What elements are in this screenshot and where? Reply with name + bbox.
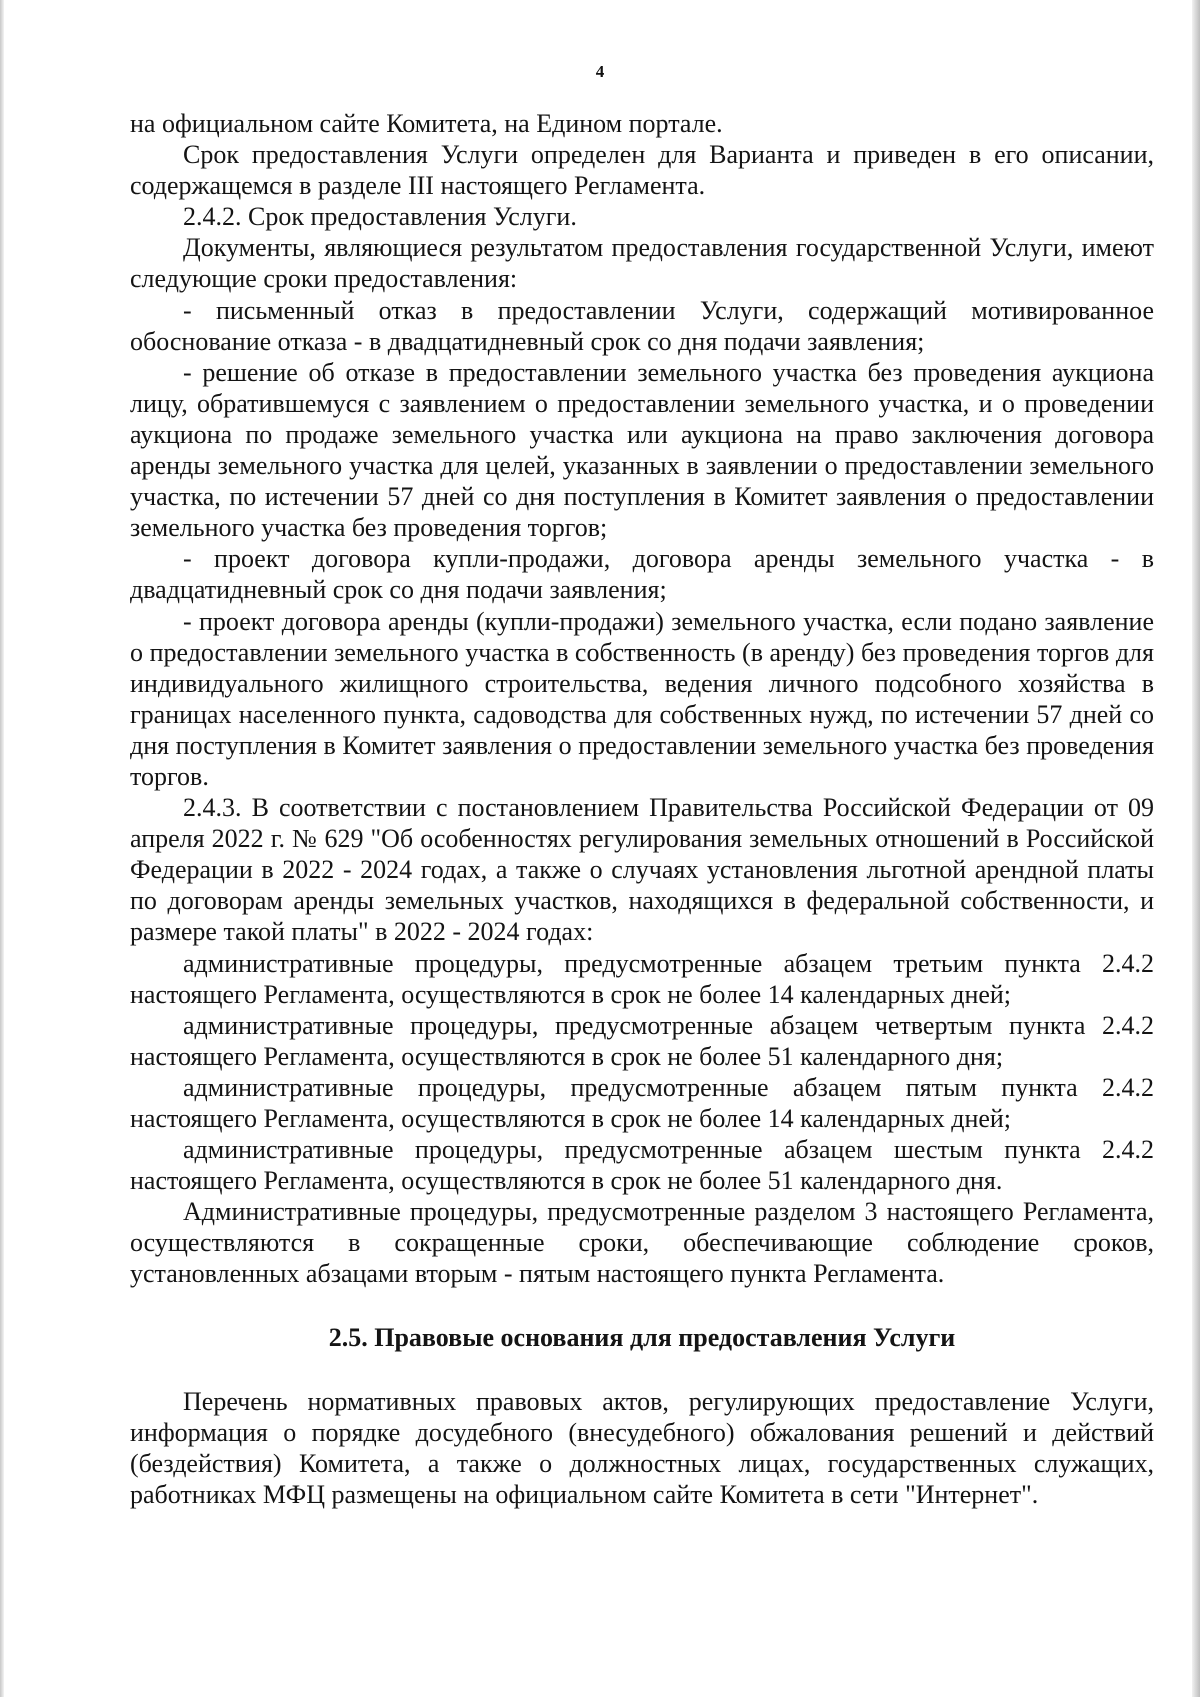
paragraph: Документы, являющиеся результатом предоставления государственной Услуги, имеют следующие сроки предоставления:: [130, 233, 1154, 294]
scan-edge-right: [1192, 0, 1200, 1697]
paragraph: на официальном сайте Комитета, на Едином портале.: [130, 109, 723, 138]
list-item: - письменный отказ в предоставлении Услуги, содержащий мотивированное обоснование отказа - в двадцатидневный срок со дня подачи заявления;: [130, 295, 1154, 356]
document-body: [130, 108, 1154, 1510]
paragraph: 2.4.2. Срок предоставления Услуги.: [183, 202, 577, 232]
section-heading: 2.5. Правовые основания для предоставления Услуги: [328, 1322, 956, 1352]
paragraph: административные процедуры, предусмотренные абзацем четвертым пункта 2.4.2 настоящего Регламента, осуществляются в срок не более 51 календарного дня;: [130, 1010, 1154, 1071]
page-number: 4: [595, 62, 605, 81]
paragraph: Перечень нормативных правовых актов, регулирующих предоставление Услуги, информация о порядке досудебного (внесудебного) обжалования решений и действий (бездействия) Комитета, а также о должностных лицах, государственных служащих, работниках МФЦ размещены на официальном сайте Комитета в сети "Интернет".: [130, 1386, 1154, 1509]
paragraph: административные процедуры, предусмотренные абзацем шестым пункта 2.4.2 настоящего Регламента, осуществляются в срок не более 51 календарного дня.: [130, 1135, 1154, 1196]
paragraph: 2.4.3. В соответствии с постановлением Правительства Российской Федерации от 09 апреля 2022 г. № 629 "Об особенностях регулирования земельных отношений в Российской Федерации в 2022 - 2024 годах, а также о случаях установления льготной арендной платы по договорам аренды земельных участков, находящихся в федеральной собственности, и размере такой платы" в 2022 - 2024 годах:: [130, 793, 1154, 947]
scan-edge-left: [0, 0, 4, 1697]
paragraph: административные процедуры, предусмотренные абзацем пятым пункта 2.4.2 настоящего Регламента, осуществляются в срок не более 14 календарных дней;: [130, 1072, 1154, 1133]
list-item: - проект договора купли-продажи, договора аренды земельного участка - в двадцатидневный срок со дня подачи заявления;: [130, 544, 1154, 605]
paragraph: Административные процедуры, предусмотренные разделом 3 настоящего Регламента, осуществляются в сокращенные сроки, обеспечивающие соблюдение сроков, установленных абзацами вторым - пятым настоящего пункта Регламента.: [130, 1197, 1154, 1289]
list-item: - проект договора аренды (купли-продажи) земельного участка, если подано заявление о предоставлении земельного участка в собственность (в аренду) без проведения торгов для индивидуального жилищного строительства, ведения личного подсобного хозяйства в границах населенного пункта, садоводства для собственных нужд, по истечении 57 дней со дня поступления в Комитет заявления о предоставлении земельного участка без проведения торгов.: [130, 606, 1154, 791]
list-item: - решение об отказе в предоставлении земельного участка без проведения аукциона лицу, обратившемуся с заявлением о предоставлении земельного участка, и о проведении аукциона по продаже земельного участка или аукциона на право заключения договора аренды земельного участка для целей, указанных в заявлении о предоставлении земельного участка, по истечении 57 дней со дня поступления в Комитет заявления о предоставлении земельного участка без проведения торгов;: [130, 357, 1154, 543]
paragraph: Срок предоставления Услуги определен для Варианта и приведен в его описании, содержащемся в разделе III настоящего Регламента.: [130, 140, 1154, 201]
paragraph: административные процедуры, предусмотренные абзацем третьим пункта 2.4.2 настоящего Регламента, осуществляются в срок не более 14 календарных дней;: [130, 948, 1154, 1009]
